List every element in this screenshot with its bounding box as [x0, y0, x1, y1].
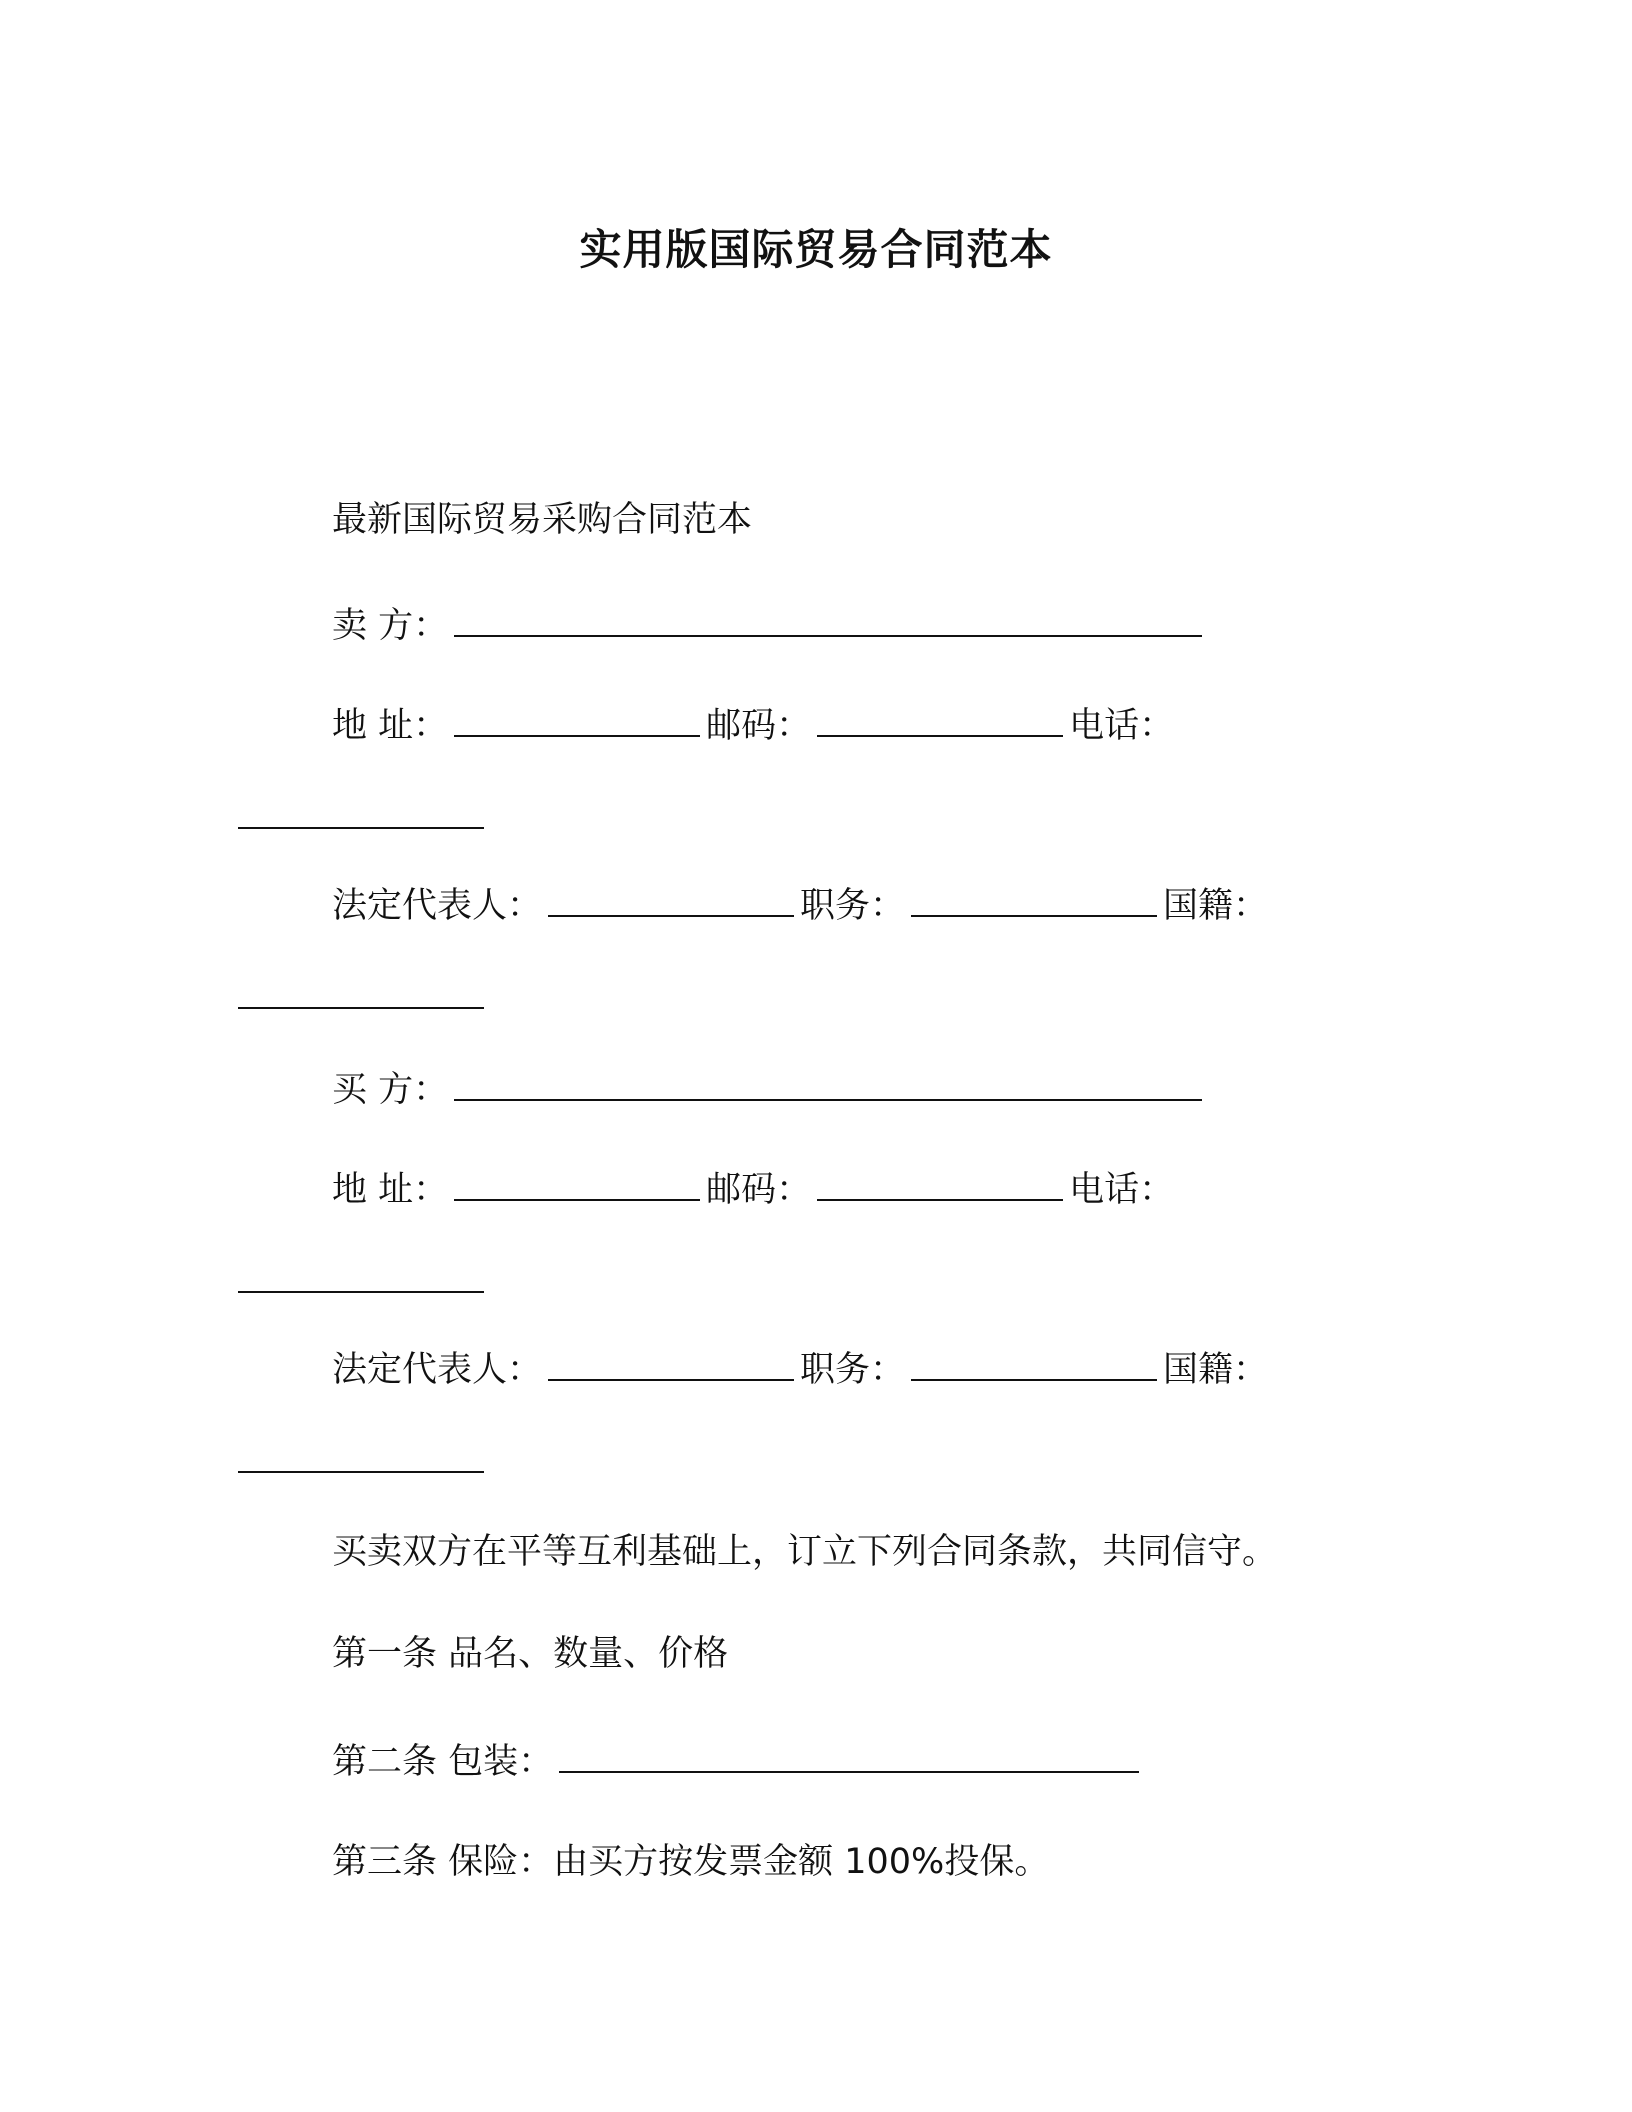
seller-nationality-field[interactable]	[238, 977, 484, 1009]
seller-address-label: 地 址：	[332, 706, 449, 746]
seller-nationality-label: 国籍：	[1163, 886, 1269, 926]
seller-nationality-row	[238, 974, 490, 1022]
buyer-rep-row	[332, 1346, 1268, 1394]
buyer-nationality-label: 国籍：	[1163, 1350, 1269, 1390]
buyer-row	[332, 1066, 1208, 1114]
seller-rep-field[interactable]	[548, 885, 794, 917]
clause-1: 第一条 品名、数量、价格	[332, 1634, 729, 1674]
preamble: 买卖双方在平等互利基础上，订立下列合同条款，共同信守。	[332, 1532, 1278, 1572]
buyer-nationality-row	[238, 1438, 490, 1486]
buyer-position-label: 职务：	[800, 1350, 906, 1390]
packaging-field[interactable]	[559, 1741, 1139, 1773]
buyer-postcode-label: 邮码：	[706, 1170, 812, 1210]
buyer-phone-field[interactable]	[238, 1261, 484, 1293]
seller-rep-row	[332, 882, 1268, 930]
clause-2: 第二条 包装：	[332, 1742, 554, 1782]
buyer-position-field[interactable]	[911, 1349, 1157, 1381]
buyer-label: 买 方：	[332, 1070, 449, 1110]
seller-name-field[interactable]	[454, 605, 1202, 637]
subtitle: 最新国际贸易采购合同范本	[332, 500, 753, 540]
seller-address-row	[332, 702, 1174, 750]
buyer-address-label: 地 址：	[332, 1170, 449, 1210]
seller-phone-field[interactable]	[238, 797, 484, 829]
seller-position-label: 职务：	[800, 886, 906, 926]
buyer-nationality-field[interactable]	[238, 1441, 484, 1473]
seller-phone-row	[238, 794, 490, 842]
buyer-phone-row	[238, 1258, 490, 1306]
page-title: 实用版国际贸易合同范本	[579, 225, 1053, 274]
buyer-rep-label: 法定代表人：	[332, 1350, 543, 1390]
clause-3: 第三条 保险：由买方按发票金额 100%投保。	[332, 1842, 1050, 1882]
buyer-address-field[interactable]	[454, 1169, 700, 1201]
seller-rep-label: 法定代表人：	[332, 886, 543, 926]
seller-row	[332, 602, 1208, 650]
seller-address-field[interactable]	[454, 705, 700, 737]
seller-position-field[interactable]	[911, 885, 1157, 917]
buyer-address-row	[332, 1166, 1174, 1214]
clause-2-row	[332, 1738, 1145, 1786]
buyer-rep-field[interactable]	[548, 1349, 794, 1381]
buyer-phone-label: 电话：	[1069, 1170, 1175, 1210]
buyer-name-field[interactable]	[454, 1069, 1202, 1101]
seller-phone-label: 电话：	[1069, 706, 1175, 746]
seller-postcode-field[interactable]	[817, 705, 1063, 737]
seller-label: 卖 方：	[332, 606, 449, 646]
buyer-postcode-field[interactable]	[817, 1169, 1063, 1201]
seller-postcode-label: 邮码：	[706, 706, 812, 746]
